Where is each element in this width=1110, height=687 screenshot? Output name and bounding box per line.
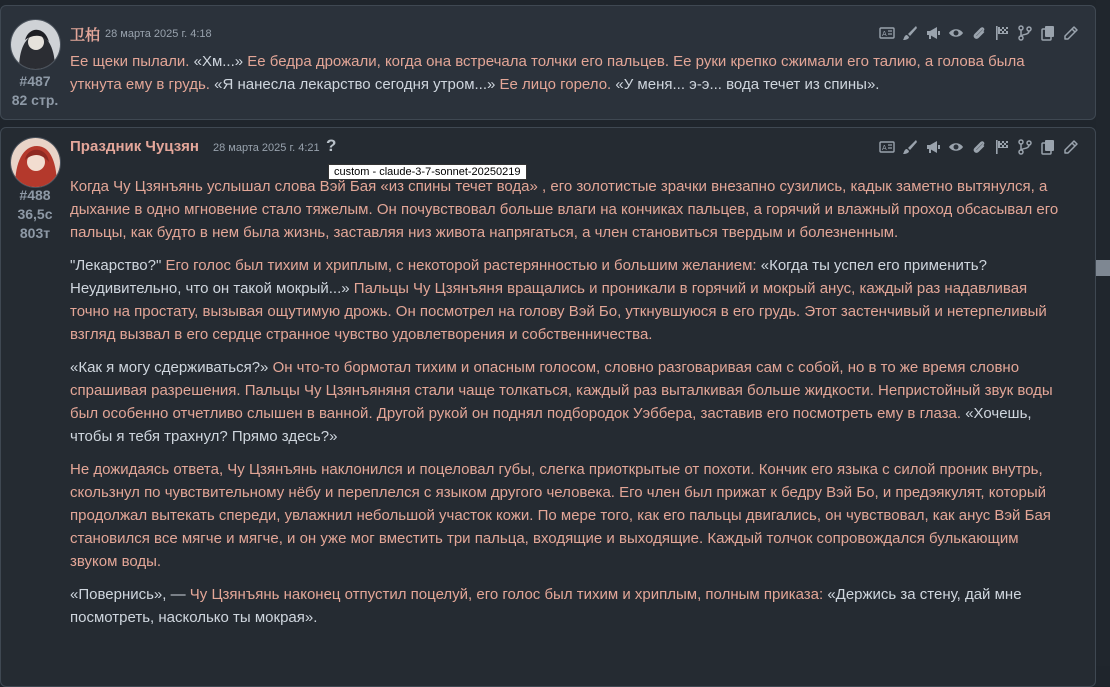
paperclip-icon[interactable] xyxy=(970,24,987,41)
megaphone-icon[interactable] xyxy=(924,24,941,41)
scrollbar-track[interactable] xyxy=(1096,0,1110,666)
dialogue-text: «Хочешь, чтобы я тебя трахнул? Прямо здесь?» xyxy=(70,405,1032,445)
avatar-image xyxy=(11,20,60,69)
eye-icon[interactable] xyxy=(947,138,964,155)
brush-icon[interactable] xyxy=(901,138,918,155)
narration-text: Когда Чу Цзянъянь услышал слова Вэй Бая «из спины течет вода» , его золотистые зрачки внезапно сузились, кадык заметно вытянулся, а дыхание в одно мгновение стало тяжелым. Он почувствовал больше влаги на кончиках пальцев, а горячий и влажный проход обсасывал его пальцы, как будто в нем была жизнь, заставляя низ живота напрягаться, а член становиться твердым и болезненным. xyxy=(70,178,1059,241)
scrollbar-thumb[interactable] xyxy=(1096,260,1110,276)
message-paragraph xyxy=(70,254,1070,346)
pencil-icon[interactable] xyxy=(1062,138,1079,155)
flag-icon[interactable] xyxy=(993,138,1010,155)
post-number[interactable]: #487 xyxy=(19,73,51,89)
post-toolbar xyxy=(878,24,1079,41)
post-text xyxy=(70,175,1070,639)
message-paragraph xyxy=(70,356,1070,448)
avatar[interactable] xyxy=(10,19,61,70)
narration-text: Ее бедра дрожали, когда она встречала толчки его пальцев. Ее руки крепко сжимали его талию, а голова была уткнута ему в грудь. xyxy=(70,53,1025,93)
branch-icon[interactable] xyxy=(1016,138,1033,155)
brush-icon[interactable] xyxy=(901,24,918,41)
post-date: 28 марта 2025 г. 4:18 xyxy=(105,28,212,40)
paperclip-icon[interactable] xyxy=(970,138,987,155)
post-number[interactable]: #488 xyxy=(19,187,51,203)
post-487 xyxy=(0,5,1096,120)
dialogue-text: «Я нанесла лекарство сегодня утром...» xyxy=(214,76,500,93)
author-name[interactable]: Праздник Чуцзян xyxy=(70,138,199,155)
eye-icon[interactable] xyxy=(947,24,964,41)
translate-icon[interactable] xyxy=(878,24,895,41)
avatar[interactable] xyxy=(10,137,61,188)
message-paragraph xyxy=(70,583,1070,629)
narration-text: Ее щеки пылали. xyxy=(70,53,194,70)
dialogue-text: «Как я могу сдерживаться?» xyxy=(70,359,273,376)
narration-text: Пальцы Чу Цзянъяня вращались и проникали в горячий и мокрый анус, каждый раз надавливая точно на простату, вызывая ощутимую дрожь. Он посмотрел на голову Вэй Бо, уткнувшуюся в его грудь. Этот застенчивый и нетерпеливый взгляд вызвал в его сердце странное чувство удовлетворения и собственничества. xyxy=(70,280,1047,343)
copy-icon[interactable] xyxy=(1039,24,1056,41)
megaphone-icon[interactable] xyxy=(924,138,941,155)
dialogue-text: "Лекарство?" xyxy=(70,257,166,274)
post-stat: 82 стр. xyxy=(11,92,59,108)
dialogue-text: «Хм...» xyxy=(193,53,248,70)
post-stat-time: 36,5с xyxy=(17,206,53,222)
narration-text: Ее лицо горело. xyxy=(499,76,616,93)
model-info-icon[interactable]: ? xyxy=(326,136,337,155)
dialogue-text: «У меня... э-э... вода течет из спины». xyxy=(615,76,880,93)
post-stat-tokens: 803т xyxy=(19,225,51,241)
translate-icon[interactable] xyxy=(878,138,895,155)
post-text xyxy=(70,50,1070,106)
narration-text: Он что-то бормотал тихим и опасным голосом, словно разговаривая сам с собой, но в то же время словно спрашивая разрешения. Пальцы Чу Цзянъяняня стали чаще толкаться, каждый раз выталкивая больше жидкости. Непристойный звук воды был особенно отчетливо слышен в ванной. Другой рукой он поднял подбородок Уэббера, заставив его посмотреть ему в глаза. xyxy=(70,359,1053,422)
message-paragraph xyxy=(70,175,1070,244)
post-toolbar xyxy=(878,138,1079,155)
message-paragraph xyxy=(70,458,1070,573)
post-date: 28 марта 2025 г. 4:21 xyxy=(213,142,320,154)
dialogue-text: «Повернись», — xyxy=(70,586,190,603)
svg-text:A: A xyxy=(881,30,887,38)
message-paragraph xyxy=(70,50,1070,96)
dialogue-text: «Держись за стену, дай мне посмотреть, насколько ты мокрая». xyxy=(70,586,1022,626)
narration-text: Чу Цзянъянь наконец отпустил поцелуй, его голос был тихим и хриплым, полным приказа: xyxy=(189,586,828,603)
copy-icon[interactable] xyxy=(1039,138,1056,155)
dialogue-text: «Когда ты успел его применить? Неудивительно, что он такой мокрый...» xyxy=(70,257,987,297)
model-tooltip: custom - claude-3-7-sonnet-20250219 xyxy=(328,164,527,180)
post-488 xyxy=(0,127,1096,687)
avatar-image xyxy=(11,138,60,187)
narration-text: Его голос был тихим и хриплым, с некоторой растерянностью и большим желанием: xyxy=(165,257,761,274)
svg-text:A: A xyxy=(881,144,887,152)
author-name[interactable]: 卫柏 xyxy=(70,27,101,44)
narration-text: Не дожидаясь ответа, Чу Цзянъянь наклонился и поцеловал губы, слегка приоткрытые от похоти. Кончик его языка с силой проник внутрь, скользнул по чувствительному нёбу и переплелся с языком другого человека. Его член был прижат к бедру Вэй Бо, и предэякулят, который продолжал вытекать спереди, увлажнил небольшой участок кожи. По мере того, как его пальцы двигались, он чувствовал, как анус Вэй Бая становился все мягче и мягче, и он уже мог вместить три пальца, входящие и выходящие. Каждый толчок сопровождался булькающим звуком воды. xyxy=(70,461,1051,570)
flag-icon[interactable] xyxy=(993,24,1010,41)
pencil-icon[interactable] xyxy=(1062,24,1079,41)
branch-icon[interactable] xyxy=(1016,24,1033,41)
